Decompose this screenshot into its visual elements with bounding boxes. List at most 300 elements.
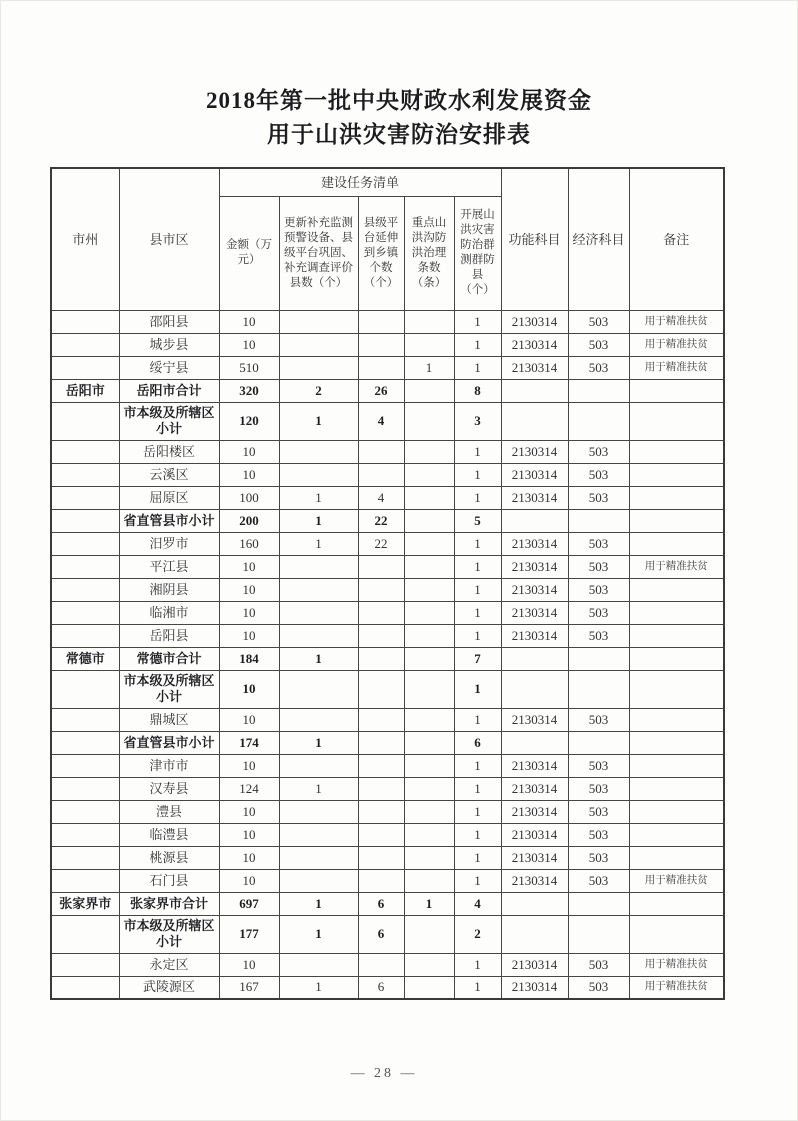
cell-county: 市本级及所辖区小计 [119,915,219,953]
cell-prefecture [51,624,119,647]
cell-note [629,402,724,440]
cell-county: 岳阳楼区 [119,440,219,463]
cell-prefecture [51,754,119,777]
cell-note [629,915,724,953]
document-title-line2: 用于山洪灾害防治安排表 [267,122,531,147]
cell-note: 用于精准扶贫 [629,333,724,356]
table-row [51,670,724,708]
cell-equipment-count [279,670,358,708]
document-title-line1: 2018年第一批中央财政水利发展资金 [206,88,592,113]
cell-county: 武陵源区 [119,976,219,999]
cell-function-code: 2130314 [501,532,568,555]
header-equipment: 更新补充监测预警设备、县级平台巩固、补充调查评价县数（个） [279,196,358,310]
cell-economic-code: 503 [568,333,629,356]
cell-county: 省直管县市小计 [119,731,219,754]
cell-equipment-count: 1 [279,777,358,800]
cell-amount: 10 [219,670,279,708]
cell-equipment-count [279,754,358,777]
cell-economic-code: 503 [568,976,629,999]
cell-county: 云溪区 [119,463,219,486]
cell-equipment-count: 1 [279,976,358,999]
cell-equipment-count [279,463,358,486]
cell-equipment-count [279,356,358,379]
cell-mass-prevention: 1 [454,555,501,578]
table-row [51,869,724,892]
cell-note [629,777,724,800]
cell-equipment-count: 1 [279,915,358,953]
cell-mass-prevention: 1 [454,976,501,999]
cell-prefecture [51,731,119,754]
cell-note [629,708,724,731]
table-row [51,647,724,670]
cell-economic-code: 503 [568,754,629,777]
cell-function-code: 2130314 [501,333,568,356]
cell-economic-code: 503 [568,463,629,486]
cell-equipment-count [279,869,358,892]
cell-county: 屈原区 [119,486,219,509]
cell-township-extension [358,601,404,624]
cell-prefecture [51,463,119,486]
cell-amount: 10 [219,708,279,731]
cell-prefecture [51,356,119,379]
cell-township-extension: 22 [358,532,404,555]
cell-note: 用于精准扶贫 [629,869,724,892]
table-body [51,310,724,999]
table-row [51,800,724,823]
cell-gully-treatment [404,463,454,486]
cell-economic-code [568,731,629,754]
cell-economic-code: 503 [568,601,629,624]
page-number: — 28 — [350,1066,418,1081]
cell-township-extension: 26 [358,379,404,402]
cell-township-extension [358,356,404,379]
cell-mass-prevention: 4 [454,892,501,915]
cell-equipment-count: 1 [279,892,358,915]
cell-function-code: 2130314 [501,823,568,846]
cell-function-code: 2130314 [501,578,568,601]
cell-prefecture: 岳阳市 [51,379,119,402]
cell-note [629,800,724,823]
cell-note [629,670,724,708]
cell-note [629,731,724,754]
cell-amount: 10 [219,578,279,601]
cell-prefecture [51,532,119,555]
cell-mass-prevention: 1 [454,624,501,647]
cell-prefecture: 张家界市 [51,892,119,915]
cell-function-code: 2130314 [501,976,568,999]
cell-amount: 10 [219,869,279,892]
cell-note: 用于精准扶贫 [629,953,724,976]
cell-gully-treatment [404,754,454,777]
cell-township-extension [358,333,404,356]
cell-amount: 10 [219,846,279,869]
cell-prefecture [51,486,119,509]
cell-mass-prevention: 1 [454,823,501,846]
cell-equipment-count: 1 [279,532,358,555]
cell-function-code: 2130314 [501,555,568,578]
cell-township-extension: 6 [358,976,404,999]
cell-economic-code [568,509,629,532]
cell-economic-code [568,670,629,708]
cell-county: 市本级及所辖区小计 [119,402,219,440]
cell-equipment-count: 1 [279,731,358,754]
cell-mass-prevention: 1 [454,310,501,333]
cell-equipment-count [279,555,358,578]
cell-county: 岳阳市合计 [119,379,219,402]
allocation-table [50,167,725,1000]
cell-amount: 184 [219,647,279,670]
cell-county: 汉寿县 [119,777,219,800]
cell-mass-prevention: 1 [454,869,501,892]
cell-township-extension: 6 [358,915,404,953]
cell-amount: 100 [219,486,279,509]
cell-amount: 10 [219,463,279,486]
cell-function-code [501,402,568,440]
cell-county: 临澧县 [119,823,219,846]
cell-gully-treatment: 1 [404,356,454,379]
cell-gully-treatment [404,379,454,402]
table-row [51,731,724,754]
cell-township-extension [358,846,404,869]
cell-economic-code: 503 [568,578,629,601]
cell-amount: 10 [219,823,279,846]
cell-township-extension [358,624,404,647]
header-task-group: 建设任务清单 [219,168,501,196]
cell-amount: 124 [219,777,279,800]
cell-amount: 10 [219,754,279,777]
cell-amount: 10 [219,333,279,356]
cell-economic-code [568,379,629,402]
cell-township-extension [358,647,404,670]
cell-note [629,846,724,869]
cell-prefecture [51,402,119,440]
cell-gully-treatment [404,731,454,754]
cell-function-code [501,670,568,708]
cell-amount: 10 [219,601,279,624]
cell-county: 张家界市合计 [119,892,219,915]
cell-equipment-count: 1 [279,647,358,670]
cell-note: 用于精准扶贫 [629,555,724,578]
cell-function-code [501,915,568,953]
table-row [51,402,724,440]
cell-gully-treatment [404,846,454,869]
table-row [51,310,724,333]
cell-amount: 10 [219,624,279,647]
table-row [51,915,724,953]
cell-mass-prevention: 8 [454,379,501,402]
cell-function-code: 2130314 [501,708,568,731]
table-row [51,356,724,379]
cell-township-extension [358,869,404,892]
cell-county: 桃源县 [119,846,219,869]
cell-gully-treatment [404,555,454,578]
cell-note [629,892,724,915]
table-row [51,555,724,578]
cell-prefecture [51,670,119,708]
cell-gully-treatment [404,976,454,999]
cell-function-code [501,379,568,402]
cell-amount: 697 [219,892,279,915]
cell-amount: 10 [219,800,279,823]
cell-amount: 120 [219,402,279,440]
cell-mass-prevention: 1 [454,601,501,624]
cell-gully-treatment [404,869,454,892]
cell-county: 城步县 [119,333,219,356]
header-mass-prevention: 开展山洪灾害防治群测群防县（个） [454,196,501,310]
cell-function-code [501,647,568,670]
header-economic-code: 经济科目 [568,168,629,310]
cell-prefecture [51,555,119,578]
cell-prefecture [51,708,119,731]
cell-county: 湘阴县 [119,578,219,601]
cell-township-extension [358,670,404,708]
cell-economic-code: 503 [568,486,629,509]
cell-mass-prevention: 1 [454,333,501,356]
cell-economic-code: 503 [568,708,629,731]
table-row [51,333,724,356]
table-row [51,486,724,509]
cell-mass-prevention: 1 [454,532,501,555]
cell-equipment-count: 2 [279,379,358,402]
cell-equipment-count [279,624,358,647]
cell-equipment-count [279,800,358,823]
cell-county: 省直管县市小计 [119,509,219,532]
cell-function-code: 2130314 [501,601,568,624]
header-gully: 重点山洪沟防洪治理条数（条） [404,196,454,310]
table-row [51,846,724,869]
table-header [51,168,724,310]
header-county: 县市区 [119,168,219,310]
cell-prefecture [51,846,119,869]
cell-amount: 160 [219,532,279,555]
cell-amount: 167 [219,976,279,999]
cell-equipment-count [279,708,358,731]
cell-township-extension [358,555,404,578]
cell-prefecture [51,800,119,823]
cell-prefecture [51,578,119,601]
cell-gully-treatment [404,823,454,846]
table-row [51,379,724,402]
cell-amount: 10 [219,440,279,463]
cell-note [629,754,724,777]
table-row [51,754,724,777]
cell-function-code: 2130314 [501,356,568,379]
cell-note [629,509,724,532]
table-row [51,777,724,800]
cell-economic-code [568,892,629,915]
cell-equipment-count: 1 [279,402,358,440]
cell-prefecture [51,509,119,532]
cell-county: 常德市合计 [119,647,219,670]
cell-township-extension [358,953,404,976]
cell-mass-prevention: 1 [454,777,501,800]
cell-note [629,578,724,601]
table-row [51,708,724,731]
cell-economic-code: 503 [568,555,629,578]
cell-county: 鼎城区 [119,708,219,731]
cell-township-extension: 4 [358,402,404,440]
cell-mass-prevention: 1 [454,708,501,731]
cell-economic-code: 503 [568,777,629,800]
cell-economic-code: 503 [568,846,629,869]
cell-equipment-count: 1 [279,486,358,509]
table-row [51,532,724,555]
cell-note [629,647,724,670]
cell-function-code: 2130314 [501,624,568,647]
cell-economic-code: 503 [568,310,629,333]
cell-mass-prevention: 1 [454,463,501,486]
cell-county: 津市市 [119,754,219,777]
cell-mass-prevention: 1 [454,440,501,463]
table-row [51,624,724,647]
cell-function-code: 2130314 [501,463,568,486]
cell-prefecture [51,601,119,624]
cell-prefecture [51,915,119,953]
cell-mass-prevention: 1 [454,953,501,976]
cell-gully-treatment [404,647,454,670]
cell-township-extension [358,463,404,486]
table-row [51,823,724,846]
cell-county: 岳阳县 [119,624,219,647]
cell-function-code: 2130314 [501,869,568,892]
document-title [0,84,798,152]
cell-note [629,532,724,555]
header-row-group [51,168,724,196]
cell-note [629,463,724,486]
cell-note [629,440,724,463]
cell-amount: 174 [219,731,279,754]
cell-economic-code: 503 [568,356,629,379]
cell-function-code: 2130314 [501,800,568,823]
cell-note [629,823,724,846]
cell-function-code [501,892,568,915]
cell-economic-code [568,915,629,953]
cell-gully-treatment [404,509,454,532]
cell-function-code [501,509,568,532]
cell-county: 石门县 [119,869,219,892]
header-function-code: 功能科目 [501,168,568,310]
cell-amount: 510 [219,356,279,379]
cell-amount: 10 [219,953,279,976]
cell-township-extension [358,754,404,777]
cell-gully-treatment [404,532,454,555]
table-row [51,601,724,624]
cell-mass-prevention: 7 [454,647,501,670]
table-row [51,578,724,601]
cell-function-code: 2130314 [501,754,568,777]
cell-note: 用于精准扶贫 [629,310,724,333]
header-prefecture: 市州 [51,168,119,310]
cell-gully-treatment [404,708,454,731]
cell-gully-treatment [404,310,454,333]
header-note: 备注 [629,168,724,310]
cell-prefecture [51,976,119,999]
table-row [51,976,724,999]
cell-township-extension: 6 [358,892,404,915]
cell-mass-prevention: 1 [454,356,501,379]
cell-economic-code [568,402,629,440]
cell-prefecture [51,310,119,333]
cell-township-extension [358,777,404,800]
table-row [51,463,724,486]
cell-gully-treatment [404,624,454,647]
cell-prefecture [51,440,119,463]
table-row [51,953,724,976]
cell-mass-prevention: 3 [454,402,501,440]
cell-gully-treatment [404,578,454,601]
cell-prefecture [51,869,119,892]
cell-mass-prevention: 1 [454,486,501,509]
cell-mass-prevention: 1 [454,578,501,601]
cell-function-code: 2130314 [501,486,568,509]
cell-equipment-count [279,846,358,869]
cell-gully-treatment [404,333,454,356]
cell-gully-treatment [404,670,454,708]
cell-county: 永定区 [119,953,219,976]
cell-county: 邵阳县 [119,310,219,333]
cell-note [629,486,724,509]
cell-township-extension [358,310,404,333]
cell-note: 用于精准扶贫 [629,976,724,999]
cell-township-extension [358,823,404,846]
cell-note [629,624,724,647]
cell-function-code: 2130314 [501,846,568,869]
cell-amount: 10 [219,555,279,578]
cell-township-extension: 22 [358,509,404,532]
cell-gully-treatment [404,953,454,976]
cell-county: 澧县 [119,800,219,823]
cell-equipment-count [279,310,358,333]
table-row [51,892,724,915]
cell-amount: 177 [219,915,279,953]
cell-gully-treatment [404,915,454,953]
cell-economic-code: 503 [568,800,629,823]
cell-mass-prevention: 5 [454,509,501,532]
cell-equipment-count [279,333,358,356]
cell-equipment-count [279,823,358,846]
cell-function-code [501,731,568,754]
cell-county: 绥宁县 [119,356,219,379]
cell-county: 市本级及所辖区小计 [119,670,219,708]
cell-county: 平江县 [119,555,219,578]
cell-amount: 10 [219,310,279,333]
table-row [51,509,724,532]
cell-prefecture [51,333,119,356]
cell-economic-code: 503 [568,532,629,555]
table-row [51,440,724,463]
cell-amount: 320 [219,379,279,402]
cell-function-code: 2130314 [501,440,568,463]
cell-gully-treatment [404,601,454,624]
cell-township-extension [358,800,404,823]
cell-note: 用于精准扶贫 [629,356,724,379]
cell-township-extension [358,578,404,601]
cell-economic-code: 503 [568,440,629,463]
cell-township-extension [358,440,404,463]
cell-function-code: 2130314 [501,310,568,333]
cell-prefecture [51,777,119,800]
cell-township-extension [358,708,404,731]
cell-mass-prevention: 2 [454,915,501,953]
cell-gully-treatment [404,777,454,800]
cell-function-code: 2130314 [501,953,568,976]
cell-note [629,379,724,402]
cell-note [629,601,724,624]
cell-mass-prevention: 1 [454,754,501,777]
cell-mass-prevention: 1 [454,846,501,869]
cell-equipment-count [279,953,358,976]
cell-prefecture [51,823,119,846]
